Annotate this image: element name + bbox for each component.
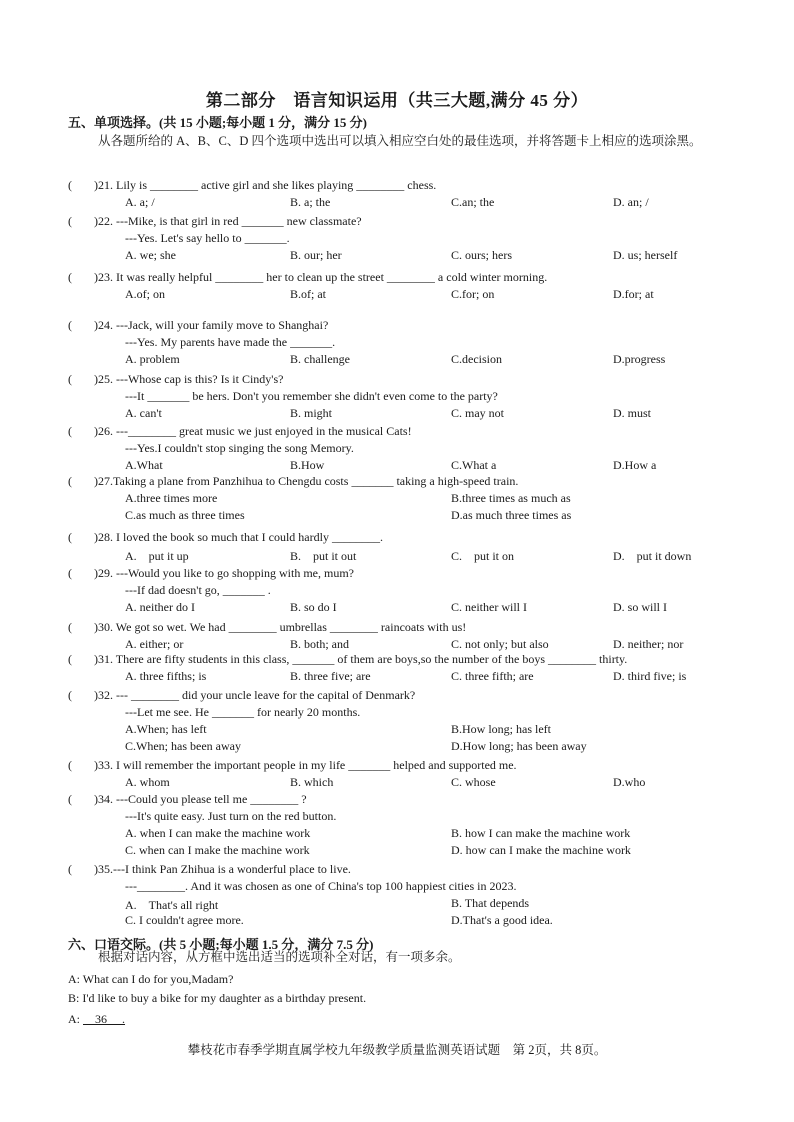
- dialog-speaker: A:: [68, 972, 80, 986]
- answer-bracket: (: [68, 424, 72, 438]
- question-response: ---Yes. My parents have made the _______.: [125, 335, 336, 349]
- option-a: A.of; on: [125, 287, 165, 301]
- question-stem: )32. --- ________ did your uncle leave for the capital of Denmark?: [94, 688, 416, 702]
- question-stem: )34. ---Could you please tell me ________ ?: [94, 792, 307, 806]
- option-a: A. That's all right: [125, 898, 219, 912]
- question-item: [68, 270, 728, 304]
- option-d: D. an; /: [613, 195, 649, 209]
- option-b: B. both; and: [290, 637, 349, 651]
- dialog-text: What can I do for you,Madam?: [82, 972, 234, 986]
- option-c-alt: C. when can I make the machine work: [125, 843, 310, 857]
- option-d: D. must: [613, 406, 652, 420]
- question-response: ---It's quite easy. Just turn on the red button.: [125, 809, 337, 823]
- question-stem: )26. ---________ great music we just enjoyed in the musical Cats!: [94, 424, 412, 438]
- option-a: A.What: [125, 458, 163, 472]
- option-b: B.How: [290, 458, 325, 472]
- page-footer: 攀枝花市春季学期直属学校九年级教学质量监测英语试题 第 2页，共 8页。: [187, 1043, 607, 1057]
- option-c: C. not only; but also: [451, 637, 549, 651]
- question-stem: )27.Taking a plane from Panzhihua to Chengdu costs _______ taking a high-speed train.: [94, 474, 519, 488]
- option-c: C. neither will I: [451, 600, 527, 614]
- question-item: [68, 688, 728, 756]
- option-a: A.When; has left: [125, 722, 207, 736]
- dialog-text: ＿36＿ .: [83, 1012, 126, 1026]
- answer-bracket: (: [68, 214, 72, 228]
- question-stem: )35.---I think Pan Zhihua is a wonderful place to live.: [94, 862, 351, 876]
- option-c: C. three fifth; are: [451, 669, 534, 683]
- option-a: A. can't: [125, 406, 162, 420]
- option-d: D. third five; is: [613, 669, 687, 683]
- question-item: [68, 862, 728, 930]
- section6-instruction: 根据对话内容，从方框中选出适当的选项补全对话，有一项多余。: [98, 950, 461, 964]
- answer-bracket: (: [68, 530, 72, 544]
- answer-bracket: (: [68, 178, 72, 192]
- question-item: [68, 652, 728, 686]
- answer-bracket: (: [68, 688, 72, 702]
- answer-bracket: (: [68, 652, 72, 666]
- dialog-line: [68, 1010, 125, 1027]
- question-response: ---Yes. Let's say hello to _______.: [125, 231, 290, 245]
- dialog-text: I'd like to buy a bike for my daughter as a birthday present.: [82, 991, 367, 1005]
- option-c-alt: C.When; has been away: [125, 739, 241, 753]
- option-d: D. neither; nor: [613, 637, 684, 651]
- option-a: A. either; or: [125, 637, 184, 651]
- option-b: B. put it out: [290, 549, 357, 563]
- question-item: [68, 792, 728, 860]
- option-a: A. when I can make the machine work: [125, 826, 311, 840]
- question-item: [68, 474, 728, 525]
- option-b: B. our; her: [290, 248, 342, 262]
- question-response: ---If dad doesn't go, _______ .: [125, 583, 271, 597]
- question-stem: )21. Lily is ________ active girl and she likes playing ________ chess.: [94, 178, 437, 192]
- question-stem: )29. ---Would you like to go shopping with me, mum?: [94, 566, 355, 580]
- answer-bracket: (: [68, 620, 72, 634]
- question-stem: )30. We got so wet. We had ________ umbrellas ________ raincoats with us!: [94, 620, 467, 634]
- dialog-line: [68, 991, 366, 1006]
- dialog-line: [68, 972, 233, 987]
- option-b: B. three five; are: [290, 669, 371, 683]
- option-c: C.What a: [451, 458, 497, 472]
- option-a: A. a; /: [125, 195, 155, 209]
- question-item: [68, 424, 728, 475]
- option-b: B.of; at: [290, 287, 326, 301]
- option-a: A. whom: [125, 775, 170, 789]
- option-b: B. challenge: [290, 352, 350, 366]
- question-stem: )28. I loved the book so much that I could hardly ________.: [94, 530, 383, 544]
- answer-bracket: (: [68, 862, 72, 876]
- option-c: C. whose: [451, 775, 496, 789]
- option-c: B. how I can make the machine work: [451, 826, 631, 840]
- option-d: D. so will I: [613, 600, 667, 614]
- option-a: A. put it up: [125, 549, 189, 563]
- option-c-alt: C.as much as three times: [125, 508, 245, 522]
- question-stem: )24. ---Jack, will your family move to Shanghai?: [94, 318, 329, 332]
- option-d-alt: D.as much three times as: [451, 508, 572, 522]
- section5-heading: 五、单项选择。(共 15 小题;每小题 1 分，满分 15 分): [68, 115, 367, 130]
- answer-bracket: (: [68, 474, 72, 488]
- question-stem: )31. There are fifty students in this class, _______ of them are boys,so the number of the boys ________ thirty.: [94, 652, 628, 666]
- part-title: 第二部分 语言知识运用（共三大题,满分 45 分）: [205, 91, 589, 110]
- answer-bracket: (: [68, 270, 72, 284]
- option-a: A. three fifths; is: [125, 669, 207, 683]
- option-c: C.for; on: [451, 287, 495, 301]
- option-d: D.progress: [613, 352, 666, 366]
- option-d: D. us; herself: [613, 248, 678, 262]
- question-item: [68, 214, 728, 265]
- option-d: D. put it down: [613, 549, 692, 563]
- option-c: B.three times as much as: [451, 491, 571, 505]
- section5-instruction: 从各题所给的 A、B、C、D 四个选项中选出可以填入相应空白处的最佳选项，并将答题卡上相应的选项涂黑。: [98, 134, 702, 148]
- option-c: C.decision: [451, 352, 502, 366]
- answer-bracket: (: [68, 792, 72, 806]
- question-item: [68, 620, 728, 654]
- option-d: D.How a: [613, 458, 657, 472]
- question-item: [68, 566, 728, 617]
- option-b: B. which: [290, 775, 334, 789]
- option-d-alt: D.That's a good idea.: [451, 913, 553, 927]
- question-stem: )22. ---Mike, is that girl in red _______ new classmate?: [94, 214, 362, 228]
- option-c-alt: C. I couldn't agree more.: [125, 913, 244, 927]
- question-stem: )23. It was really helpful ________ her to clean up the street ________ a cold winter morning.: [94, 270, 548, 284]
- option-c: C. may not: [451, 406, 504, 420]
- question-response: ---Yes.I couldn't stop singing the song Memory.: [125, 441, 354, 455]
- section6-heading: 六、口语交际。(共 5 小题;每小题 1.5 分，满分 7.5 分): [68, 937, 374, 952]
- option-d-alt: D. how can I make the machine work: [451, 843, 631, 857]
- dialog-speaker: A:: [68, 1012, 80, 1026]
- option-a: A. neither do I: [125, 600, 195, 614]
- question-response: ---Let me see. He _______ for nearly 20 months.: [125, 705, 361, 719]
- question-item: [68, 318, 728, 369]
- question-item: [68, 530, 728, 564]
- answer-bracket: (: [68, 318, 72, 332]
- option-d: D.who: [613, 775, 646, 789]
- option-b: B. a; the: [290, 195, 331, 209]
- option-c: B.How long; has left: [451, 722, 551, 736]
- option-a: A. problem: [125, 352, 180, 366]
- question-response: ---________. And it was chosen as one of China's top 100 happiest cities in 2023.: [125, 879, 517, 893]
- question-item: [68, 758, 728, 792]
- dialog-speaker: B:: [68, 991, 80, 1005]
- option-a: A. we; she: [125, 248, 176, 262]
- option-d: D.for; at: [613, 287, 654, 301]
- question-item: [68, 372, 728, 423]
- option-c: C.an; the: [451, 195, 495, 209]
- option-a: A.three times more: [125, 491, 218, 505]
- answer-bracket: (: [68, 566, 72, 580]
- option-c: C. put it on: [451, 549, 515, 563]
- option-c: B. That depends: [451, 896, 530, 910]
- answer-bracket: (: [68, 372, 72, 386]
- option-b: B. might: [290, 406, 333, 420]
- answer-bracket: (: [68, 758, 72, 772]
- option-d-alt: D.How long; has been away: [451, 739, 587, 753]
- question-stem: )33. I will remember the important people in my life _______ helped and supported me.: [94, 758, 517, 772]
- option-b: B. so do I: [290, 600, 337, 614]
- question-stem: )25. ---Whose cap is this? Is it Cindy's?: [94, 372, 284, 386]
- question-response: ---It _______ be hers. Don't you remember she didn't even come to the party?: [125, 389, 498, 403]
- question-item: [68, 178, 728, 212]
- option-c: C. ours; hers: [451, 248, 512, 262]
